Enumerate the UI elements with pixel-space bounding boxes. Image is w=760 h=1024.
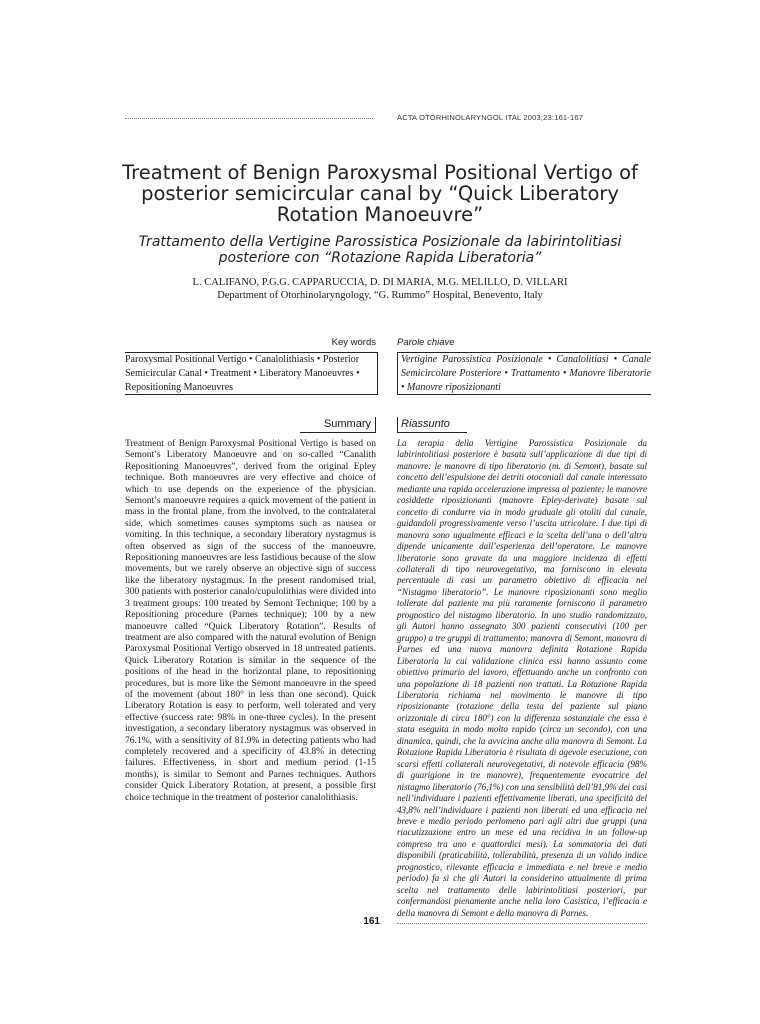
parole-chiave-box: Vertigine Parossistica Posizionale • Canalolitiasi • Canale Semicircolare Posteriore • Trattamento • Manovre liberatorie • Manovre riposizionanti [397,352,651,395]
riassunto-heading-bar [397,417,398,433]
header-dotted-rule [125,118,373,119]
riassunto-heading-rule [397,432,467,433]
article-title: Treatment of Benign Paroxysmal Positional Vertigo of posterior semicircular canal by “Quick Liberatory Rotation Manoeuvre” [122,161,638,226]
riassunto-text: La terapia della Vertigine Parossistica Posizionale da labirintolitiasi posteriore è basata sull’applicazione di due tipi di manovre: le manovre di tipo liberatorio (m. di Semont), basate sul concetto dell’espulsione dei detriti otoconiali dal canale interessato mediante una rapida accelerazione impressa al paziente; le manovre cosiddette riposizionanti (manovre Epley-derivate) basate sul concetto di condurre via in modo graduale gli otoliti dal canale, guidandoli progressivamente verso l’uscita utricolare. I due tipi di manovra sono ugualmente efficaci e la scelta dell’una o dell’altra dipende unicamente dall’esperienza dell’operatore. Le manovre liberatorie sono gravate da una maggiore incidenza di effetti collaterali di tipo neurovegetativo, ma forniscono in elevata percentuale di casi un parametro obiettivo di efficacia nel “Nistagmo liberatorio”. Le manovre riposizionanti sono meglio tollerate dal paziente ma più raramente forniscono il parametro prognostico del nistagmo liberatorio. In uno studio randomizzato, gli Autori hanno assegnato 300 pazienti consecutivi (100 per gruppo) a tre gruppi di trattamento: manovra di Semont, manovra di Parnes ed una nuova manovra definita Rotazione Rapida Liberatoria la cui validazione clinica essi hanno assunto come obiettivo primario del lavoro, effettuando anche un confronto con una popolazione di 18 pazienti non trattati. La Rotazione Rapida Liberatoria richiama nel movimento le manovre di tipo riposizionante (rotazione della testa del paziente sul piano orizzontale di circa 180°) con la differenza sostanziale che essa è stata eseguita in modo molto rapido (circa un secondo), con una dinamica, quindi, che la avvicina anche alla manovra di Semont. La Rotazione Rapida Liberatoria è risultata di agevole esecuzione, con scarsi effetti collaterali neurovegetativi, di notevole efficacia (98% di guarigione in tre manovre), frequentemente evocatrice del nistagmo liberatorio (76,1%) con una sensibilità dell’81,9% dei casi nell’individuare i pazienti effettivamente liberati, una specificità del 43,8% nell’individuare i pazienti non liberati ed una efficacia nel breve e medio periodo perlomeno pari agli altri due gruppi (una riacutizzazione entro un mese ed una recidiva in un follow-up compreso tra uno e quattordici mesi). La sommatoria dei dati disponibili (praticabilità, tollerabilità, presenza di un valido indice prognostico, rilevante efficacia e immediata e nel breve e medio periodo) fa sì che gli Autori la considerino attualmente di prima scelta nel trattamento delle labirintolitiasi posteriori, pur confermandosi pienamente anche nella loro Casistica, l’efficacia e della manovra di Semont e della manovra di Parnes. [397,438,647,918]
summary-heading: Summary [323,418,371,430]
footer-dotted-rule [397,923,647,924]
keywords-label: Key words [331,337,376,348]
summary-heading-rule [300,432,376,433]
author-block [110,277,650,302]
parole-chiave-label: Parole chiave [397,337,455,348]
journal-reference: ACTA OTORHINOLARYNGOL ITAL 2003;23:161-167 [397,113,584,122]
summary-text: Treatment of Benign Paroxysmal Positional Vertigo is based on Semont’s Liberatory Manoeuvre and on so-called “Canalith Repositioning Manoeuvres”, derived from the original Epley technique. Both manoeuvres are very effective and choice of which to use depends on the experience of the physician. Semont’s manoeuvre requires a quick movement of the patient in mass in the frontal plane, from the involved, to the contralateral side, which sometimes causes symptoms such as nausea or vomiting. In this technique, a secondary liberatory nystagmus is often observed as sign of the success of the manoeuvre. Repositioning manoeuvres are less fastidious because of the slow movements, but we rarely observe an objective sign of success like the liberatory nystagmus. In the present randomised trial, 300 patients with posterior canalo/cupulolithias were divided into 3 treatment groups: 100 treated by Semont Technique; 100 by a Repositioning procedure (Parnes technique); 100 by a new manoeuvre called “Quick Liberatory Rotation”. Results of treatment are also compared with the natural evolution of Benign Paroxysmal Positional Vertigo observed in 18 untreated patients. Quick Liberatory Rotation is similar in the sequence of the positions of the head in the horizontal plane, to repositioning procedures, but is more like the Semont manoeuvre in the speed of the movement (about 180° in less than one second). Quick Liberatory Rotation is easy to perform, well tolerated and very effective (success rate: 98% in one-three cycles). In the present investigation, a secondary liberatory nystagmus was observed in 76.1%, with a sensitivity of 81.9% in detecting patients who had completely recovered and a specificity of 43.8% in detecting failures. Effectiveness, in short and medium period (1-15 months), is similar to Semont and Parnes techniques. Authors consider Quick Liberatory Rotation, at present, a possible first choice technique in the treatment of posterior canalolithiasis. [125,438,376,803]
authors: L. CALIFANO, P.G.G. CAPPARUCCIA, D. DI MARIA, M.G. MELILLO, D. VILLARI [192,277,568,288]
keywords-box: Paroxysmal Positional Vertigo • Canalolithiasis • Posterior Semicircular Canal • Treatment • Liberatory Manoeuvres • Repositioning Manoeuvres [125,352,378,395]
affiliation: Department of Otorhinolaryngology, “G. Rummo” Hospital, Benevento, Italy [217,289,543,301]
page-number: 161 [363,916,380,927]
article-title-italian: Trattamento della Vertigine Parossistica Posizionale da labirintolitiasi posteriore con “Rotazione Rapida Liberatoria” [138,234,622,266]
riassunto-heading: Riassunto [401,418,450,430]
summary-heading-bar [375,417,376,433]
